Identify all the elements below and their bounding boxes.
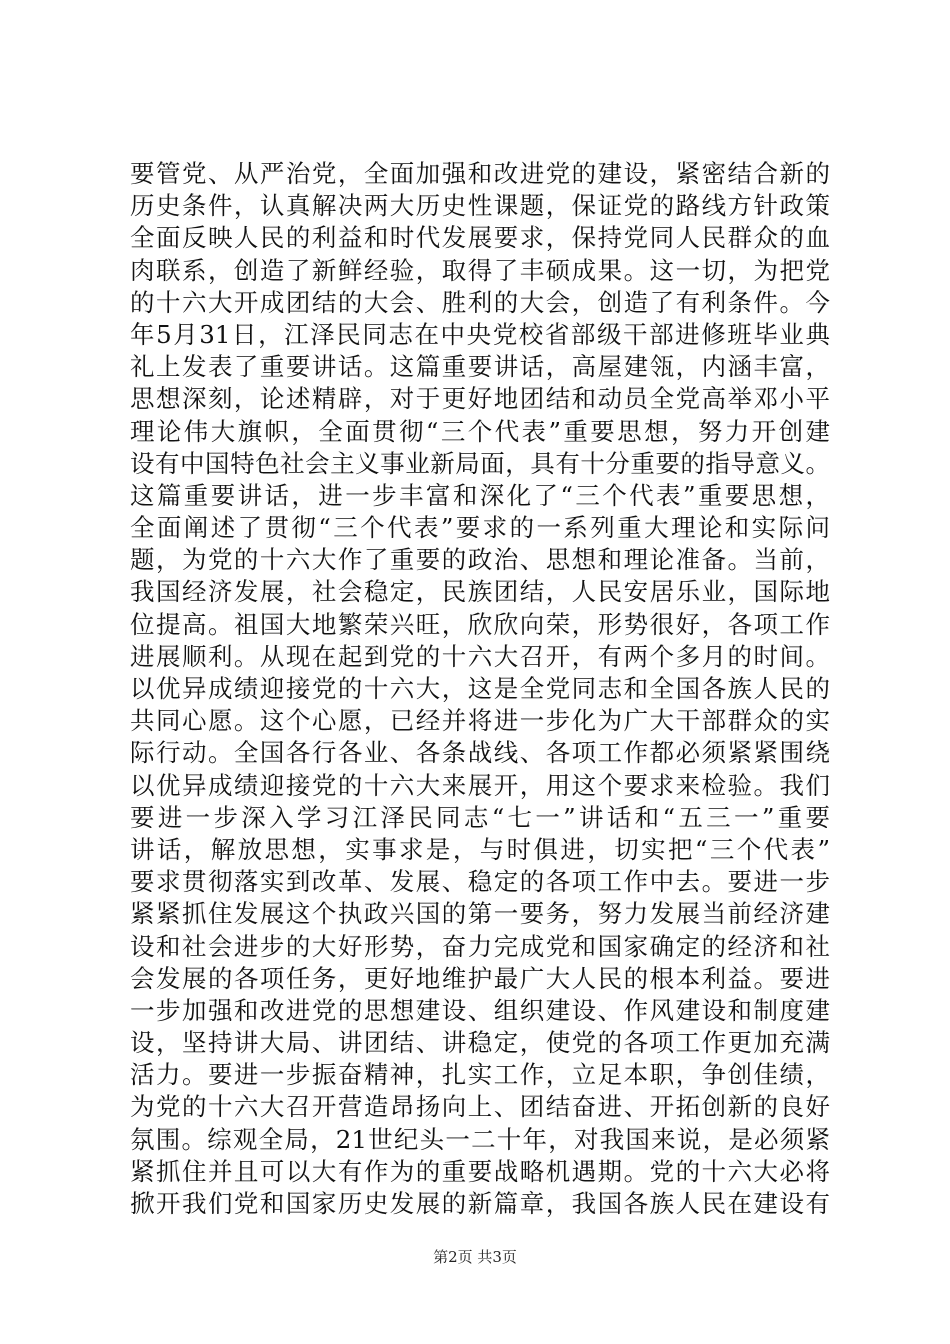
text-line: 掀开我们党和国家历史发展的新篇章，我国各族人民在建设有: [130, 1189, 830, 1218]
text-line: 理论伟大旗帜，全面贯彻“三个代表”重要思想，努力开创建: [130, 416, 830, 446]
text-line: 以优异成绩迎接党的十六大来展开，用这个要求来检验。我们: [130, 770, 830, 800]
text-line: 际行动。全国各行各业、各条战线、各项工作都必须紧紧围绕: [130, 738, 830, 768]
text-line: 年5月31日，江泽民同志在中央党校省部级干部进修班毕业典: [130, 319, 830, 349]
text-line: 全面阐述了贯彻“三个代表”要求的一系列重大理论和实际问: [130, 513, 830, 543]
document-body: [130, 158, 830, 1220]
text-line: 思想深刻，论述精辟，对于更好地团结和动员全党高举邓小平: [130, 384, 830, 414]
text-line: 进展顺利。从现在起到党的十六大召开，有两个多月的时间。: [130, 641, 830, 671]
text-line: 设，坚持讲大局、讲团结、讲稳定，使党的各项工作更加充满: [130, 1028, 830, 1058]
text-line: 设和社会进步的大好形势，奋力完成党和国家确定的经济和社: [130, 931, 830, 961]
text-line: 全面反映人民的利益和时代发展要求，保持党同人民群众的血: [130, 223, 830, 253]
text-line: 会发展的各项任务，更好地维护最广大人民的根本利益。要进: [130, 963, 830, 993]
page-number-footer: 第2页 共3页: [433, 1248, 517, 1266]
text-line: 为党的十六大召开营造昂扬向上、团结奋进、开拓创新的良好: [130, 1092, 830, 1122]
text-line: 活力。要进一步振奋精神，扎实工作，立足本职，争创佳绩，: [130, 1060, 830, 1090]
text-line: 讲话，解放思想，实事求是，与时俱进，切实把“三个代表”: [130, 834, 830, 864]
text-line: 历史条件，认真解决两大历史性课题，保证党的路线方针政策: [130, 191, 830, 221]
text-line: 共同心愿。这个心愿，已经并将进一步化为广大干部群众的实: [130, 706, 830, 736]
text-line: 要求贯彻落实到改革、发展、稳定的各项工作中去。要进一步: [130, 867, 830, 897]
text-line: 紧紧抓住发展这个执政兴国的第一要务，努力发展当前经济建: [130, 899, 830, 929]
text-line: 题，为党的十六大作了重要的政治、思想和理论准备。当前，: [130, 545, 830, 575]
text-line: 一步加强和改进党的思想建设、组织建设、作风建设和制度建: [130, 995, 830, 1025]
text-line: 以优异成绩迎接党的十六大，这是全党同志和全国各族人民的: [130, 674, 830, 703]
text-line: 我国经济发展，社会稳定，民族团结，人民安居乐业，国际地: [130, 577, 830, 607]
text-line: 肉联系，创造了新鲜经验，取得了丰硕成果。这一切，为把党: [130, 255, 830, 285]
text-line: 设有中国特色社会主义事业新局面，具有十分重要的指导意义。: [130, 448, 830, 478]
text-line: 紧抓住并且可以大有作为的重要战略机遇期。党的十六大必将: [130, 1156, 830, 1186]
text-line: 氛围。综观全局，21世纪头一二十年，对我国来说，是必须紧: [130, 1124, 830, 1154]
text-line: 礼上发表了重要讲话。这篇重要讲话，高屋建瓴，内涵丰富，: [130, 352, 830, 382]
text-line: 要进一步深入学习江泽民同志“七一”讲话和“五三一”重要: [130, 802, 830, 832]
text-line: 的十六大开成团结的大会、胜利的大会，创造了有利条件。今: [130, 287, 830, 317]
text-line: 位提高。祖国大地繁荣兴旺，欣欣向荣，形势很好，各项工作: [130, 609, 830, 639]
text-line: 要管党、从严治党，全面加强和改进党的建设，紧密结合新的: [130, 159, 830, 188]
text-line: 这篇重要讲话，进一步丰富和深化了“三个代表”重要思想，: [130, 480, 830, 510]
